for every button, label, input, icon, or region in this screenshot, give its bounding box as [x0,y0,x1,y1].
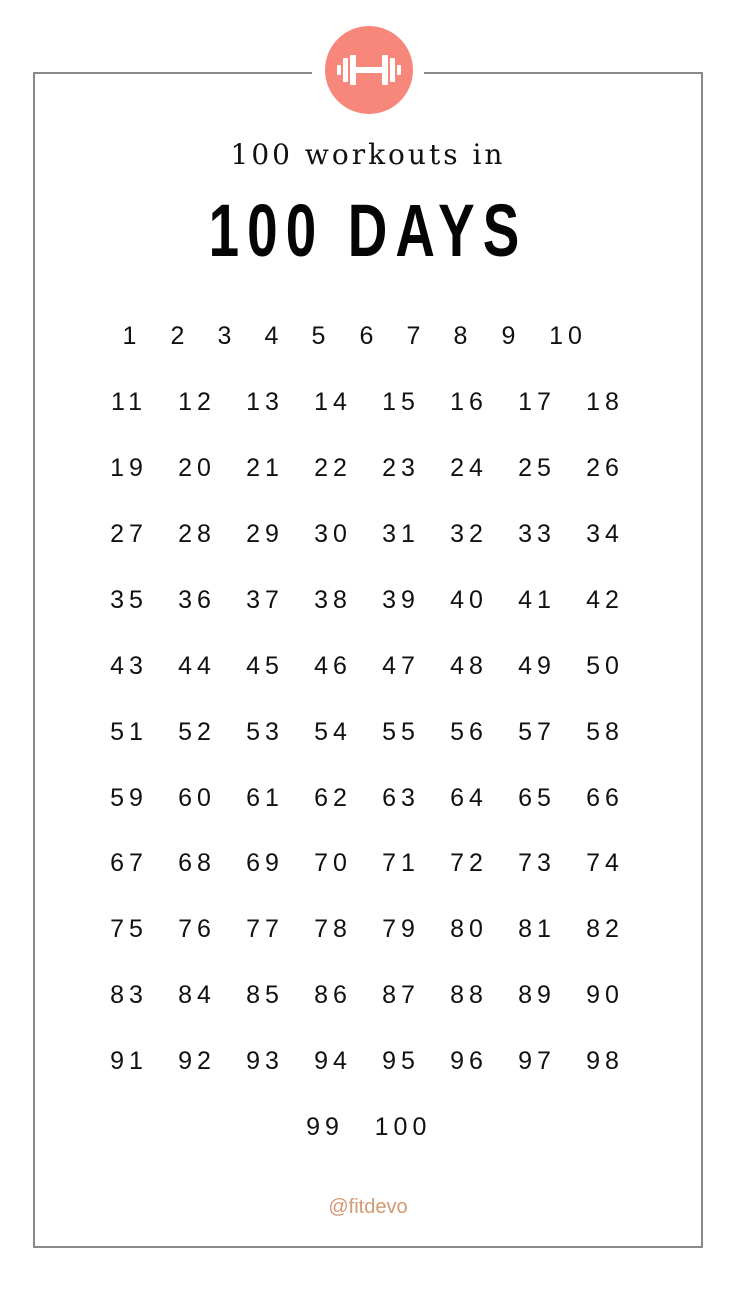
day-number: 77 [246,915,284,943]
day-number: 40 [450,586,488,614]
day-number: 88 [450,981,488,1009]
day-number: 47 [382,652,420,680]
day-number: 33 [518,520,556,548]
day-number: 29 [246,520,284,548]
day-number: 7 [406,322,426,350]
day-number: 6 [359,322,379,350]
day-number: 64 [450,784,488,812]
day-number: 80 [450,915,488,943]
day-number: 79 [382,915,420,943]
day-number: 43 [110,652,148,680]
day-number: 84 [178,981,216,1009]
day-number: 71 [382,849,420,877]
day-number: 50 [586,652,624,680]
subtitle: 100 workouts in [230,138,506,171]
day-number: 54 [314,718,352,746]
day-number: 3 [217,322,237,350]
day-number: 41 [518,586,556,614]
day-number: 74 [586,849,624,877]
day-number: 19 [110,454,148,482]
day-number: 17 [518,388,556,416]
day-number: 62 [314,784,352,812]
day-number: 97 [518,1047,556,1075]
day-number: 83 [110,981,148,1009]
day-number: 72 [450,849,488,877]
day-number: 1 [122,322,142,350]
day-number: 85 [246,981,284,1009]
day-number: 99 [306,1113,344,1141]
day-number: 35 [110,586,148,614]
day-number: 31 [382,520,420,548]
day-number: 39 [382,586,420,614]
day-number: 27 [110,520,148,548]
day-number: 20 [178,454,216,482]
day-number: 61 [246,784,284,812]
day-number: 65 [518,784,556,812]
day-number: 36 [178,586,216,614]
day-number: 44 [178,652,216,680]
social-handle: @fitdevo [328,1196,408,1218]
day-number: 92 [178,1047,216,1075]
day-number: 94 [314,1047,352,1075]
day-number: 16 [450,388,488,416]
day-number: 58 [586,718,624,746]
day-number: 49 [518,652,556,680]
day-number: 52 [178,718,216,746]
day-number: 14 [314,388,352,416]
day-number: 13 [246,388,284,416]
day-number: 30 [314,520,352,548]
day-number: 59 [110,784,148,812]
day-number: 60 [178,784,216,812]
day-number: 22 [314,454,352,482]
day-number: 21 [246,454,284,482]
day-number: 45 [246,652,284,680]
day-number: 66 [586,784,624,812]
day-number: 87 [382,981,420,1009]
day-number: 18 [586,388,624,416]
day-number: 55 [382,718,420,746]
day-number: 56 [450,718,488,746]
day-number: 12 [178,388,216,416]
day-number: 51 [110,718,148,746]
day-number: 8 [453,322,473,350]
day-number: 69 [246,849,284,877]
day-number: 24 [450,454,488,482]
day-number: 9 [501,322,521,350]
day-number: 23 [382,454,420,482]
day-number: 42 [586,586,624,614]
day-number: 93 [246,1047,284,1075]
day-number: 2 [170,322,190,350]
day-number: 38 [314,586,352,614]
day-number: 90 [586,981,624,1009]
day-number: 32 [450,520,488,548]
day-number: 5 [311,322,331,350]
day-number: 37 [246,586,284,614]
day-number: 91 [110,1047,148,1075]
day-number: 73 [518,849,556,877]
day-number: 67 [110,849,148,877]
day-number: 28 [178,520,216,548]
day-number: 86 [314,981,352,1009]
day-number: 53 [246,718,284,746]
day-number: 46 [314,652,352,680]
day-number: 57 [518,718,556,746]
day-number: 75 [110,915,148,943]
day-number: 25 [518,454,556,482]
day-number: 48 [450,652,488,680]
day-number: 96 [450,1047,488,1075]
day-number: 26 [586,454,624,482]
day-number: 70 [314,849,352,877]
day-number: 4 [264,322,284,350]
day-number: 15 [382,388,420,416]
day-number: 100 [374,1113,432,1141]
day-number: 34 [586,520,624,548]
day-number: 11 [111,388,147,416]
day-number: 81 [518,915,556,943]
day-number: 82 [586,915,624,943]
day-number: 63 [382,784,420,812]
day-number: 76 [178,915,216,943]
day-number: 78 [314,915,352,943]
day-number: 68 [178,849,216,877]
day-number: 98 [586,1047,624,1075]
day-number: 10 [549,322,587,350]
page-title: 100 DAYS [208,189,528,272]
day-number: 95 [382,1047,420,1075]
day-number: 89 [518,981,556,1009]
